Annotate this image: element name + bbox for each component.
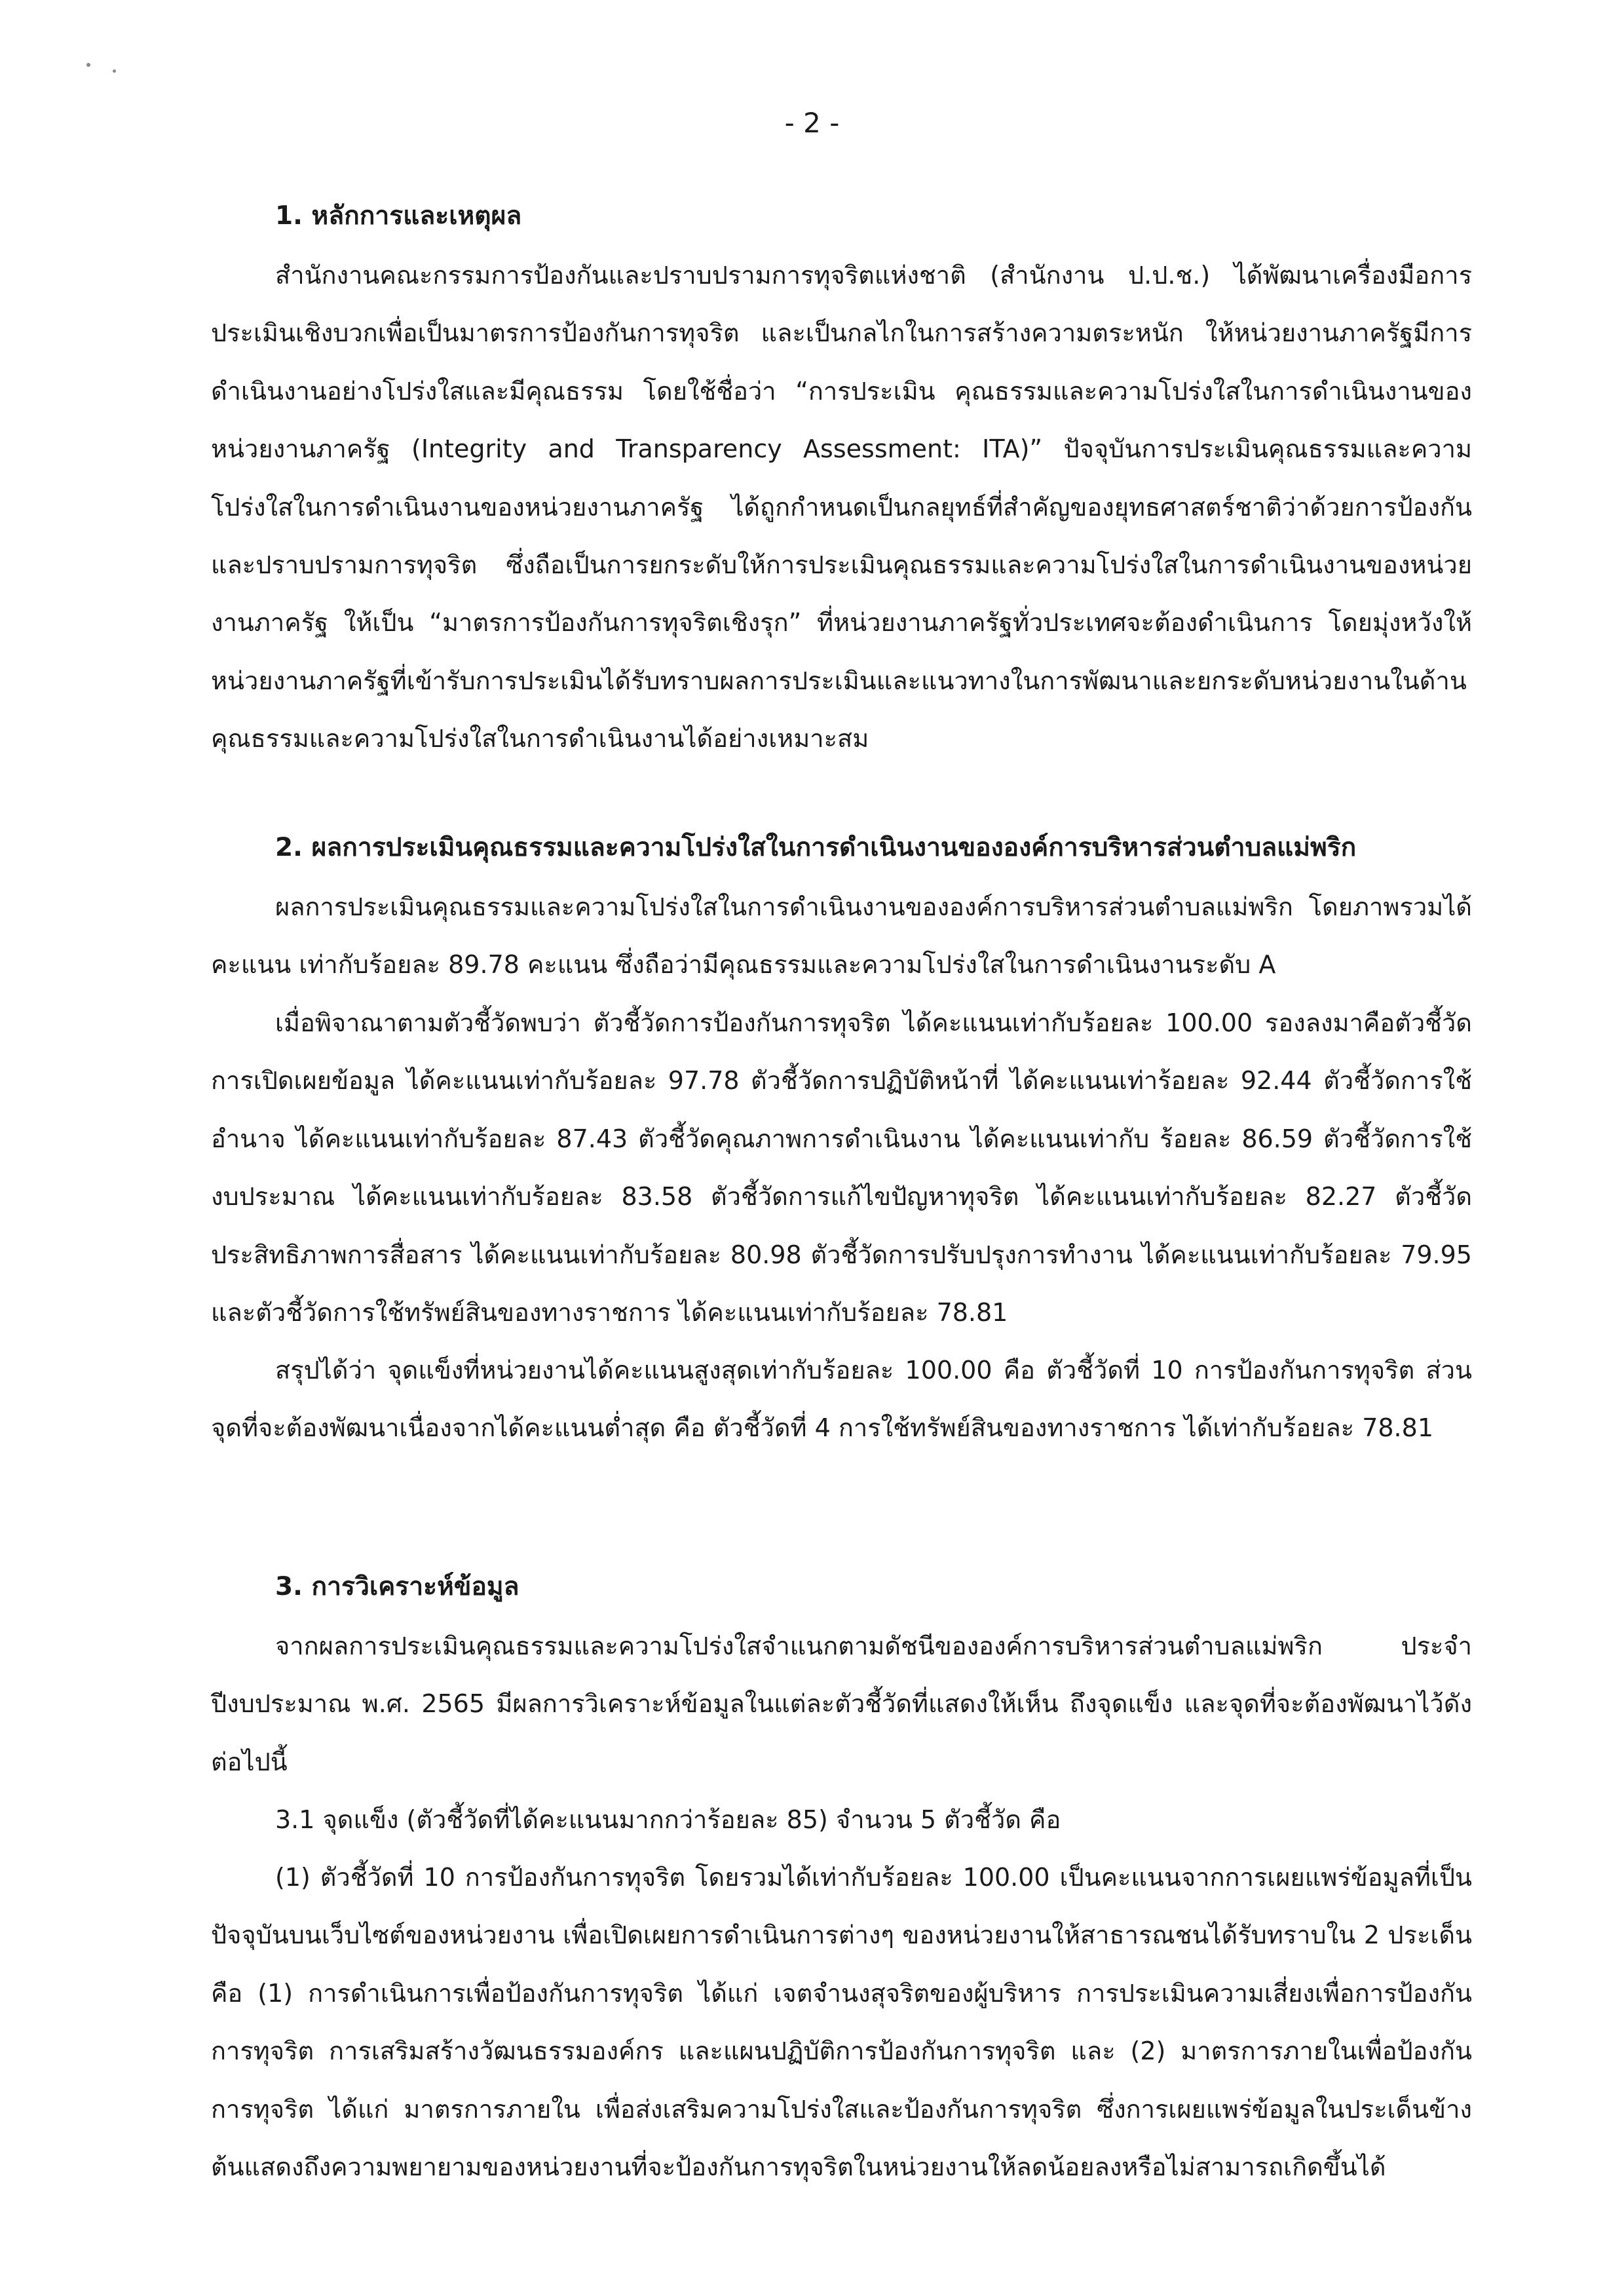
section-2-paragraph-summary: ผลการประเมินคุณธรรมและความโปร่งใสในการดำเนินงานขององค์การบริหารส่วนตำบลแม่พริก โดยภาพรวมได้คะแนน เท่ากับร้อยละ 89.78 คะแนน ซึ่งถือว่ามีคุณธรรมและความโปร่งใสในการดำเนินงานระดับ A xyxy=(211,892,1472,980)
section-1-heading: 1. หลักการและเหตุผล xyxy=(275,201,522,231)
scan-speck xyxy=(113,69,116,73)
section-2-paragraph-conclusion: สรุปได้ว่า จุดแข็งที่หน่วยงานได้คะแนนสูงสุดเท่ากับร้อยละ 100.00 คือ ตัวชี้วัดที่ 10 การป้องกันการทุจริต ส่วนจุดที่จะต้องพัฒนาเนื่องจากได้คะแนนต่ำสุด คือ ตัวชี้วัดที่ 4 การใช้ทรัพย์สินของทางราชการ ได้เท่ากับร้อยละ 78.81 xyxy=(211,1356,1472,1443)
section-3-heading: 3. การวิเคราะห์ข้อมูล xyxy=(275,1572,519,1601)
section-3-paragraph-intro: จากผลการประเมินคุณธรรมและความโปร่งใสจำแนกตามดัชนีขององค์การบริหารส่วนตำบลแม่พริก ประจำปีงบประมาณ พ.ศ. 2565 มีผลการวิเคราะห์ข้อมูลในแต่ละตัวชี้วัดที่แสดงให้เห็น ถึงจุดแข็ง และจุดที่จะต้องพัฒนาไว้ดังต่อไปนี้ xyxy=(211,1632,1472,1776)
scan-speck xyxy=(86,63,90,67)
page-number: - 2 - xyxy=(784,107,840,139)
section-3-paragraph-indicator-10: (1) ตัวชี้วัดที่ 10 การป้องกันการทุจริต โดยรวมได้เท่ากับร้อยละ 100.00 เป็นคะแนนจากการเผยแพร่ข้อมูลที่เป็นปัจจุบันบนเว็บไซต์ของหน่วยงาน เพื่อเปิดเผยการดำเนินการต่างๆ ของหน่วยงานให้สาธารณชนได้รับทราบใน 2 ประเด็น คือ (1) การดำเนินการเพื่อป้องกันการทุจริต ได้แก่ เจตจำนงสุจริตของผู้บริหาร การประเมินความเสี่ยงเพื่อการป้องกันการทุจริต การเสริมสร้างวัฒนธรรมองค์กร และแผนปฏิบัติการป้องกันการทุจริต และ (2) มาตรการภายในเพื่อป้องกันการทุจริต ได้แก่ มาตรการภายใน เพื่อส่งเสริมความโปร่งใสและป้องกันการทุจริต ซึ่งการเผยแพร่ข้อมูลในประเด็นข้างต้นแสดงถึงความพยายามของหน่วยงานที่จะป้องกันการทุจริตในหน่วยงานให้ลดน้อยลงหรือไม่สามารถเกิดขึ้นได้ xyxy=(211,1863,1472,2182)
section-2-paragraph-indicators: เมื่อพิจาณาตามตัวชี้วัดพบว่า ตัวชี้วัดการป้องกันการทุจริต ได้คะแนนเท่ากับร้อยละ 100.00 รองลงมาคือตัวชี้วัดการเปิดเผยข้อมูล ได้คะแนนเท่ากับร้อยละ 97.78 ตัวชี้วัดการปฏิบัติหน้าที่ ได้คะแนนเท่าร้อยละ 92.44 ตัวชี้วัดการใช้อำนาจ ได้คะแนนเท่ากับร้อยละ 87.43 ตัวชี้วัดคุณภาพการดำเนินงาน ได้คะแนนเท่ากับ ร้อยละ 86.59 ตัวชี้วัดการใช้งบประมาณ ได้คะแนนเท่ากับร้อยละ 83.58 ตัวชี้วัดการแก้ไขปัญหาทุจริต ได้คะแนนเท่ากับร้อยละ 82.27 ตัวชี้วัดประสิทธิภาพการสื่อสาร ได้คะแนนเท่ากับร้อยละ 80.98 ตัวชี้วัดการปรับปรุงการทำงาน ได้คะแนนเท่ากับร้อยละ 79.95 และตัวชี้วัดการใช้ทรัพย์สินของทางราชการ ได้คะแนนเท่ากับร้อยละ 78.81 xyxy=(211,1008,1472,1328)
section-1-paragraph: สำนักงานคณะกรรมการป้องกันและปราบปรามการทุจริตแห่งชาติ (สำนักงาน ป.ป.ช.) ได้พัฒนาเครื่องมือการประเมินเชิงบวกเพื่อเป็นมาตรการป้องกันการทุจริต และเป็นกลไกในการสร้างความตระหนัก ให้หน่วยงานภาครัฐมีการดำเนินงานอย่างโปร่งใสและมีคุณธรรม โดยใช้ชื่อว่า “การประเมิน คุณธรรมและความโปร่งใสในการดำเนินงานของหน่วยงานภาครัฐ (Integrity and Transparency Assessment: ITA)” ปัจจุบันการประเมินคุณธรรมและความโปร่งใสในการดำเนินงานของหน่วยงานภาครัฐ ได้ถูกกำหนดเป็นกลยุทธ์ที่สำคัญของยุทธศาสตร์ชาติว่าด้วยการป้องกันและปราบปรามการทุจริต ซึ่งถือเป็นการยกระดับให้การประเมินคุณธรรมและความโปร่งใสในการดำเนินงานของหน่วยงานภาครัฐ ให้เป็น “มาตรการป้องกันการทุจริตเชิงรุก” ที่หน่วยงานภาครัฐทั่วประเทศจะต้องดำเนินการ โดยมุ่งหวังให้หน่วยงานภาครัฐที่เข้ารับการประเมินได้รับทราบผลการประเมินและแนวทางในการพัฒนาและยกระดับหน่วยงานในด้านคุณธรรมและความโปร่งใสในการดำเนินงานได้อย่างเหมาะสม xyxy=(211,261,1472,754)
section-3-subheading-strengths: 3.1 จุดแข็ง (ตัวชี้วัดที่ได้คะแนนมากกว่าร้อยละ 85) จำนวน 5 ตัวชี้วัด คือ xyxy=(275,1805,1061,1834)
section-2-heading: 2. ผลการประเมินคุณธรรมและความโปร่งใสในการดำเนินงานขององค์การบริหารส่วนตำบลแม่พริก xyxy=(275,833,1357,862)
